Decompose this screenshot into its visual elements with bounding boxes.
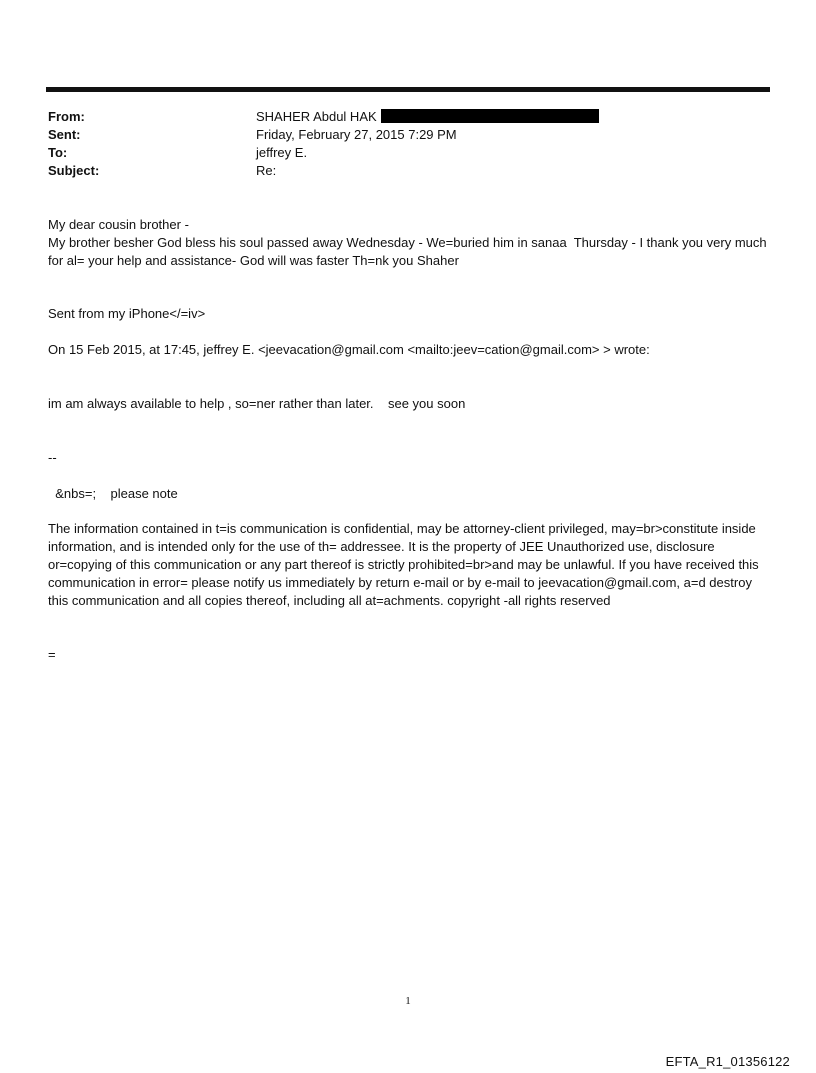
sent-value: Friday, February 27, 2015 7:29 PM <box>256 127 457 142</box>
from-value-wrap <box>256 108 599 126</box>
header-rule <box>46 87 770 92</box>
to-value: jeffrey E. <box>256 145 308 160</box>
subject-label: Subject: <box>48 163 100 178</box>
quote-intro: On 15 Feb 2015, at 17:45, jeffrey E. <jeevacation@gmail.com <mailto:jeev=cation@gmail.com> > wrote: <box>48 342 650 357</box>
sent-label: Sent: <box>48 127 81 142</box>
redaction-bar <box>381 109 599 123</box>
from-value: SHAHER Abdul HAK <box>256 109 377 124</box>
page-number: 1 <box>405 995 411 1007</box>
please-note-line: &nbs=; please note <box>48 486 178 501</box>
disclaimer: The information contained in t=is communication is confidential, may be attorney-client privileged, may=br>constitute inside information, and is intended only for the use of th= addressee. It is the property of JEE Unauthorized use, disclosure or=copying of this communication or any part thereof is strictly prohibited=br>and may be unlawful. If you have received this communication in error= please notify us immediately by return e-mail or by e-mail to jeevacation@gmail.com, a=d destroy this communication and all copies thereof, including all at=achments. copyright -all rights reserved <box>48 521 763 608</box>
message-body: My brother besher God bless his soul passed away Wednesday - We=buried him in sanaa Thursday - I thank you very much for al= your help and assistance- God will was faster Th=nk you Shaher <box>48 235 771 268</box>
sent-from-line: Sent from my iPhone</=iv> <box>48 306 206 321</box>
to-label: To: <box>48 145 68 160</box>
document-id: EFTA_R1_01356122 <box>665 1054 790 1069</box>
from-label: From: <box>48 109 85 124</box>
signature-separator: -- <box>48 450 57 465</box>
greeting: My dear cousin brother - <box>48 217 189 232</box>
quoted-message: im am always available to help , so=ner rather than later. see you soon <box>48 396 466 411</box>
subject-value: Re: <box>256 163 277 178</box>
trailing-char: = <box>48 647 56 662</box>
